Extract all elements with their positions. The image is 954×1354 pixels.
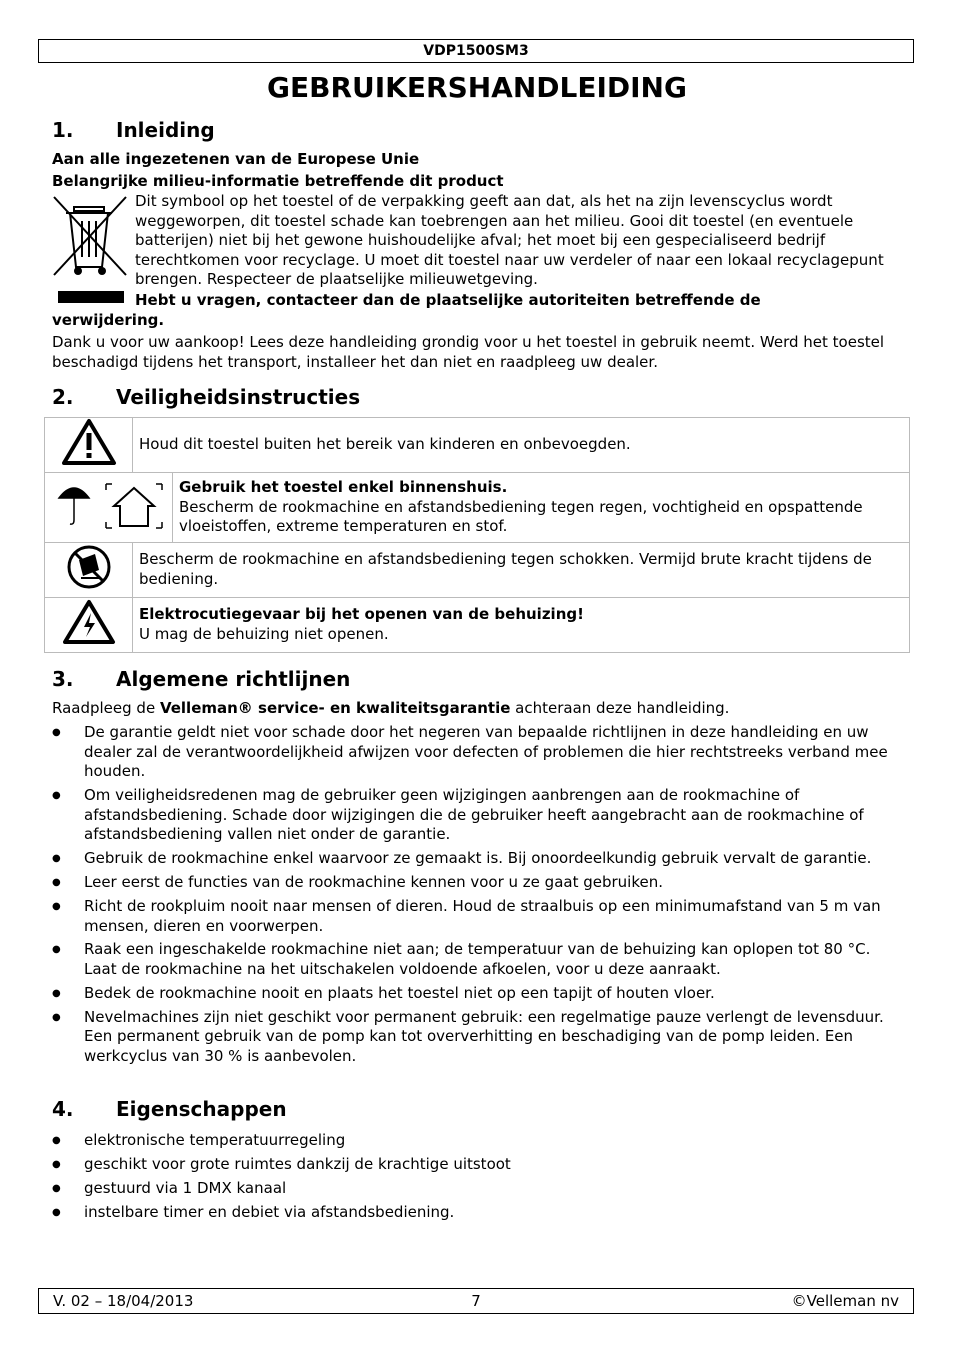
list-item: ● Bedek de rookmachine nooit en plaats het toestel niet op een tapijt of houten vloer. (52, 984, 902, 1004)
copyright: ©Velleman nv (791, 1292, 899, 1310)
list-item: ● geschikt voor grote ruimtes dankzij de krachtige uitstoot (52, 1155, 902, 1175)
model-number: VDP1500SM3 (423, 43, 529, 59)
safety-text-cell (173, 473, 910, 543)
safety-icon-cell (45, 543, 133, 598)
list-item: ● instelbare timer en debiet via afstandsbediening. (52, 1203, 902, 1223)
weee-description: Dit symbool op het toestel of de verpakking geeft aan dat, als het na zijn levenscyclus wordt weggeworpen, dit toestel schade kan toebrengen aan het milieu. Gooi dit toestel (en eventuele batterijen) niet bij het gewone huishoudelijke afval; het moet bij een gespecialiseerd bedrijf terechtkomen voor recyclage. U moet dit toestel naar uw verdeler of naar een lokaal recyclagepunt brengen. Respecteer de plaatselijke milieuwetgeving. (135, 192, 884, 289)
warranty-reference: Velleman® service- en kwaliteitsgarantie (159, 699, 511, 717)
safety-row (45, 598, 910, 653)
list-item: ● elektronische temperatuurregeling (52, 1131, 902, 1151)
safety-icon-cell (45, 473, 173, 543)
list-item: ● Nevelmachines zijn niet geschikt voor permanent gebruik: een regelmatige pauze verlengt de levensduur. Een permanent gebruik van de pomp kan tot oververhitting en beschadiging van de pomp leiden. Een werkcyclus van 30 % is aanbevolen. (52, 1008, 902, 1067)
document-header (38, 39, 914, 63)
safety-text-cell (133, 418, 910, 473)
guidelines-intro: Raadpleeg de Velleman® service- en kwaliteitsgarantie achteraan deze handleiding. (52, 699, 730, 717)
list-item: ● gestuurd via 1 DMX kanaal (52, 1179, 902, 1199)
list-item: ● De garantie geldt niet voor schade door het negeren van bepaalde richtlijnen in deze handleiding en uw dealer zal de verantwoordelijkheid afwijzen voor defecten of problemen die hier rechtstreeks verband mee houden. (52, 723, 902, 782)
version-date: V. 02 – 18/04/2013 (53, 1292, 194, 1310)
weee-contact-line: Hebt u vragen, contacteer dan de plaatselijke autoriteiten betreffende de (135, 291, 761, 309)
thanks-paragraph: Dank u voor uw aankoop! Lees deze handleiding grondig voor u het toestel in gebruik neemt. Werd het toestel beschadigd tijdens het transport, installeer het dan niet en raadpleeg uw dealer. (52, 333, 885, 371)
section-2-heading: 2. Veiligheidsinstructies (52, 385, 361, 409)
weee-bin-icon (52, 193, 130, 305)
warning-triangle-icon (61, 418, 117, 466)
no-shock-icon (65, 544, 113, 590)
features-list (52, 1131, 902, 1227)
safety-title: Gebruik het toestel enkel binnenshuis. (179, 478, 508, 497)
environment-info-line: Belangrijke milieu-informatie betreffende dit product (52, 172, 504, 190)
safety-text: Bescherm de rookmachine en afstandsbediening tegen regen, vochtigheid en opspattende vloeistoffen, extreme temperaturen en stof. (179, 497, 863, 536)
list-item: ● Gebruik de rookmachine enkel waarvoor ze gemaakt is. Bij onoordeelkundig gebruik vervalt de garantie. (52, 849, 902, 869)
weee-contact-line-end: verwijdering. (52, 311, 165, 329)
list-item: ● Raak een ingeschakelde rookmachine niet aan; de temperatuur van de behuizing kan oplopen tot 80 °C. Laat de rookmachine na het uitschakelen voldoende afkoelen, voor u deze aanraakt. (52, 940, 902, 979)
safety-icon-cell (45, 418, 133, 473)
section-4-heading: 4. Eigenschappen (52, 1097, 287, 1121)
document-title: GEBRUIKERSHANDLEIDING (267, 71, 687, 104)
safety-row (45, 473, 910, 543)
indoor-use-icon (54, 480, 164, 530)
safety-title: Elektrocutiegevaar bij het openen van de behuizing! (139, 605, 584, 624)
list-item: ● Leer eerst de functies van de rookmachine kennen voor u ze gaat gebruiken. (52, 873, 902, 893)
safety-text: Houd dit toestel buiten het bereik van kinderen en onbevoegden. (139, 435, 631, 454)
safety-text-cell (133, 543, 910, 598)
page-number: 7 (471, 1292, 481, 1310)
safety-row (45, 418, 910, 473)
section-1-heading: 1. Inleiding (52, 118, 215, 142)
safety-text: U mag de behuizing niet openen. (139, 625, 389, 643)
safety-icon-cell (45, 598, 133, 653)
safety-text-cell (133, 598, 910, 653)
eu-residents-line: Aan alle ingezetenen van de Europese Unie (52, 150, 420, 168)
safety-row (45, 543, 910, 598)
document-footer (38, 1288, 914, 1314)
section-3-heading: 3. Algemene richtlijnen (52, 667, 351, 691)
list-item: ● Om veiligheidsredenen mag de gebruiker geen wijzigingen aanbrengen aan de rookmachine of afstandsbediening. Schade door wijzigingen die de gebruiker heeft aangebracht aan de rookmachine of afstandsbediening vallen niet onder de garantie. (52, 786, 902, 845)
safety-text: Bescherm de rookmachine en afstandsbediening tegen schokken. Vermijd brute kracht tijdens de bediening. (139, 550, 872, 588)
guidelines-list (52, 723, 902, 1071)
electric-hazard-icon (62, 599, 116, 645)
list-item: ● Richt de rookpluim nooit naar mensen of dieren. Houd de straalbuis op een minimumafstand van 5 m van mensen, dieren en voorwerpen. (52, 897, 902, 936)
safety-table (44, 417, 910, 653)
